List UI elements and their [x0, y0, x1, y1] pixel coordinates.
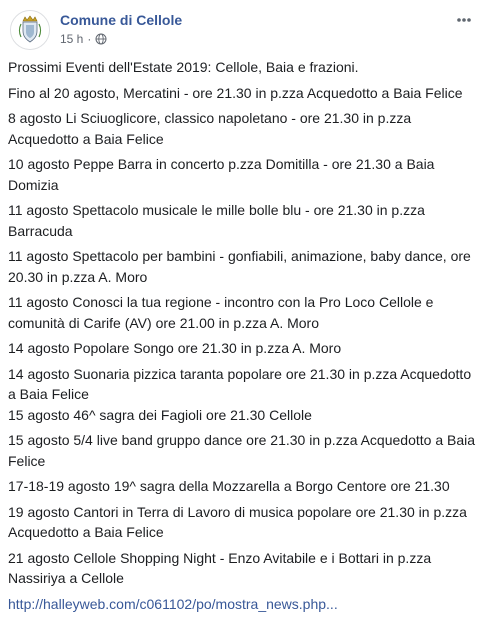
post-paragraph: 21 agosto Cellole Shopping Night - Enzo Avitabile e i Bottari in p.zza Nassiriya a Cellole: [8, 549, 432, 586]
external-link[interactable]: http://halleyweb.com/c061102/po/mostra_news.php...: [8, 595, 338, 612]
post-paragraph: 11 agosto Spettacolo musicale le mille bolle blu - ore 21.30 in p.zza Barracuda: [8, 202, 425, 239]
post-timestamp[interactable]: 15 h: [60, 32, 84, 46]
municipal-crest-icon: [11, 11, 49, 49]
post-body: [8, 57, 478, 619]
post-paragraph: 14 agosto Suonaria pizzica taranta popolare ore 21.30 in p.zza Acquedotto a Baia Felice: [8, 365, 472, 402]
post-paragraph: 19 agosto Cantori in Terra di Lavoro di musica popolare ore 21.30 in p.zza Acquedotto a Baia Felice: [8, 503, 467, 540]
post-paragraph: 11 agosto Conosci la tua regione - incontro con la Pro Loco Cellole e comunità di Carife (AV) ore 21.00 in p.zza A. Moro: [8, 294, 434, 331]
globe-icon[interactable]: [95, 33, 107, 45]
page-avatar[interactable]: [10, 10, 50, 50]
post-paragraph: Fino al 20 agosto, Mercatini - ore 21.30 in p.zza Acquedotto a Baia Felice: [8, 84, 463, 101]
post-paragraph: 8 agosto Li Sciuoglicore, classico napoletano - ore 21.30 in p.zza Acquedotto a Baia Felice: [8, 110, 412, 147]
meta-separator: ·: [87, 32, 92, 46]
page-name-link[interactable]: Comune di Cellole: [60, 12, 183, 28]
more-options-button[interactable]: [452, 10, 476, 30]
post-paragraph: 11 agosto Spettacolo per bambini - gonfiabili, animazione, baby dance, ore 20.30 in p.zza A. Moro: [8, 248, 471, 285]
post-header: [8, 8, 476, 52]
post-paragraph: 15 agosto 5/4 live band gruppo dance ore 21.30 in p.zza Acquedotto a Baia Felice: [8, 432, 476, 469]
post-paragraph: Prossimi Eventi dell'Estate 2019: Cellole, Baia e frazioni.: [8, 59, 359, 75]
post-paragraph: 10 agosto Peppe Barra in concerto p.zza Domitilla - ore 21.30 a Baia Domizia: [8, 156, 435, 193]
post-paragraph: 17-18-19 agosto 19^ sagra della Mozzarella a Borgo Centore ore 21.30: [8, 478, 450, 494]
post-paragraph: 15 agosto 46^ sagra dei Fagioli ore 21.30 Cellole: [8, 406, 312, 423]
more-options-icon: [456, 17, 472, 23]
post-paragraph: 14 agosto Popolare Songo ore 21.30 in p.zza A. Moro: [8, 340, 342, 356]
post-meta: [60, 32, 107, 46]
